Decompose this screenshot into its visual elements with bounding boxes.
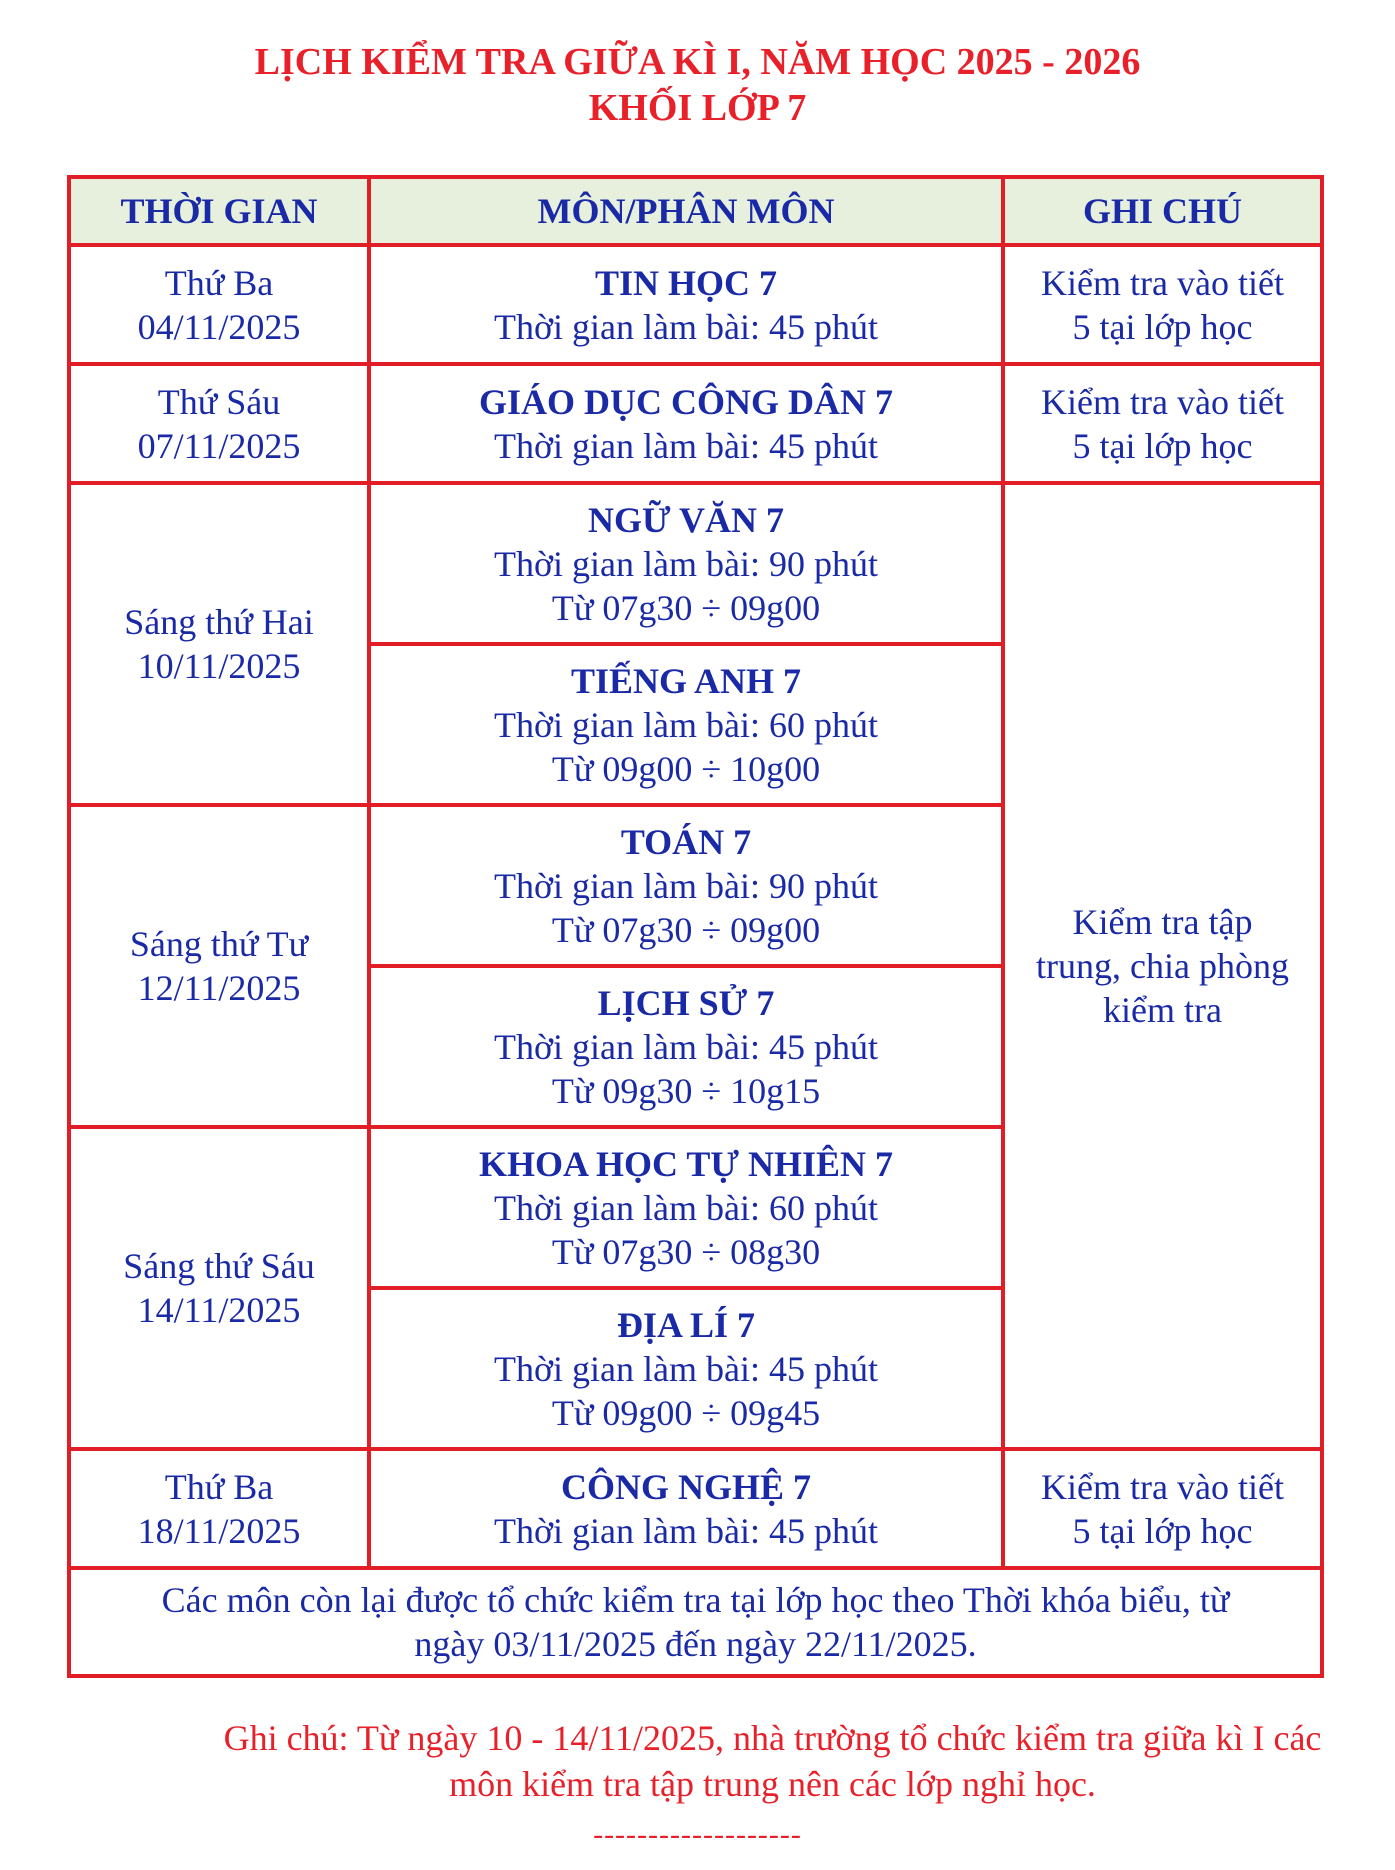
subject-duration: Thời gian làm bài: 90 phút <box>494 543 878 584</box>
header-subject: MÔN/PHÂN MÔN <box>369 177 1003 245</box>
subject-name: LỊCH SỬ 7 <box>597 982 775 1023</box>
subject-slot: Từ 07g30 ÷ 09g00 <box>551 587 821 628</box>
time-date: 10/11/2025 <box>137 646 301 686</box>
note-line: Kiểm tra vào tiết <box>1041 381 1284 422</box>
subject-cell <box>369 364 1003 483</box>
time-day: Thứ Ba <box>164 1466 274 1507</box>
table-row <box>69 364 1322 483</box>
document-title: LỊCH KIỂM TRA GIỮA KÌ I, NĂM HỌC 2025 - 2026 <box>254 41 1141 83</box>
subject-duration: Thời gian làm bài: 60 phút <box>494 1187 878 1228</box>
subject-name: GIÁO DỤC CÔNG DÂN 7 <box>479 381 893 422</box>
document-subtitle: KHỐI LỚP 7 <box>588 87 807 129</box>
subject-cell <box>369 483 1003 644</box>
subject-name: TIN HỌC 7 <box>594 262 778 303</box>
note-line: 5 tại lớp học <box>1072 306 1253 347</box>
note-line: 5 tại lớp học <box>1072 425 1253 466</box>
time-date: 04/11/2025 <box>137 306 301 347</box>
subject-duration: Thời gian làm bài: 45 phút <box>494 1026 878 1067</box>
subject-name: NGỮ VĂN 7 <box>588 499 784 540</box>
subject-name: ĐỊA LÍ 7 <box>616 1304 756 1345</box>
subject-duration: Thời gian làm bài: 45 phút <box>494 306 878 347</box>
note-line: Kiểm tra vào tiết <box>1041 1466 1284 1507</box>
subject-name: CÔNG NGHỆ 7 <box>560 1466 811 1507</box>
subject-cell <box>369 966 1003 1127</box>
subject-slot: Từ 09g00 ÷ 10g00 <box>551 748 821 789</box>
time-cell <box>69 1127 369 1449</box>
exam-schedule-table <box>67 175 1324 1678</box>
time-day: Sáng thứ Hai <box>124 602 314 642</box>
footer-line: Các môn còn lại được tổ chức kiểm tra tại lớp học theo Thời khóa biểu, từ <box>161 1580 1230 1620</box>
subject-slot: Từ 09g30 ÷ 10g15 <box>551 1070 821 1111</box>
table-header-row <box>69 177 1322 245</box>
note-line: Kiểm tra tập <box>1072 902 1253 942</box>
subject-cell <box>369 1288 1003 1449</box>
table-row <box>69 245 1322 364</box>
subject-cell <box>369 805 1003 966</box>
subject-duration: Thời gian làm bài: 45 phút <box>494 1348 878 1389</box>
time-day: Sáng thứ Tư <box>129 924 309 964</box>
header-note: GHI CHÚ <box>1003 177 1322 245</box>
subject-name: TOÁN 7 <box>620 821 752 862</box>
subject-duration: Thời gian làm bài: 90 phút <box>494 865 878 906</box>
merged-note-cell <box>1003 483 1322 1449</box>
subject-name: TIẾNG ANH 7 <box>570 660 802 701</box>
subject-duration: Thời gian làm bài: 60 phút <box>494 704 878 745</box>
bottom-note-line: Ghi chú: Từ ngày 10 - 14/11/2025, nhà trường tổ chức kiểm tra giữa kì I các <box>223 1718 1322 1758</box>
subject-duration: Thời gian làm bài: 45 phút <box>494 425 878 466</box>
table-footer-row <box>69 1568 1322 1676</box>
subject-slot: Từ 09g00 ÷ 09g45 <box>551 1392 821 1433</box>
time-date: 14/11/2025 <box>137 1290 301 1330</box>
time-date: 18/11/2025 <box>137 1510 301 1551</box>
subject-cell <box>369 1449 1003 1568</box>
time-cell <box>69 805 369 1127</box>
note-line: 5 tại lớp học <box>1072 1510 1253 1551</box>
footer-line: ngày 03/11/2025 đến ngày 22/11/2025. <box>414 1624 977 1664</box>
subject-cell <box>369 245 1003 364</box>
subject-duration: Thời gian làm bài: 45 phút <box>494 1510 878 1551</box>
subject-slot: Từ 07g30 ÷ 09g00 <box>551 909 821 950</box>
time-day: Thứ Sáu <box>157 381 281 422</box>
time-date: 07/11/2025 <box>137 425 301 466</box>
note-line: kiểm tra <box>1103 990 1222 1030</box>
subject-cell <box>369 1127 1003 1288</box>
note-cell <box>1003 1449 1322 1568</box>
footer-cell <box>69 1568 1322 1676</box>
time-day: Thứ Ba <box>164 262 274 303</box>
header-time: THỜI GIAN <box>69 177 369 245</box>
separator-dashes: ------------------- <box>593 1818 802 1851</box>
time-cell <box>69 1449 369 1568</box>
subject-name: KHOA HỌC TỰ NHIÊN 7 <box>478 1143 894 1184</box>
subject-cell <box>369 644 1003 805</box>
table-row <box>69 1449 1322 1568</box>
bottom-note-line: môn kiểm tra tập trung nên các lớp nghỉ học. <box>449 1764 1096 1804</box>
note-line: Kiểm tra vào tiết <box>1041 262 1284 303</box>
time-cell <box>69 364 369 483</box>
time-date: 12/11/2025 <box>137 968 301 1008</box>
note-cell <box>1003 245 1322 364</box>
time-cell <box>69 245 369 364</box>
time-day: Sáng thứ Sáu <box>123 1246 315 1286</box>
note-cell <box>1003 364 1322 483</box>
table-row <box>69 483 1322 644</box>
bottom-note <box>150 1715 1395 1807</box>
time-cell <box>69 483 369 805</box>
note-line: trung, chia phòng <box>1036 946 1289 986</box>
subject-slot: Từ 07g30 ÷ 08g30 <box>551 1231 821 1272</box>
